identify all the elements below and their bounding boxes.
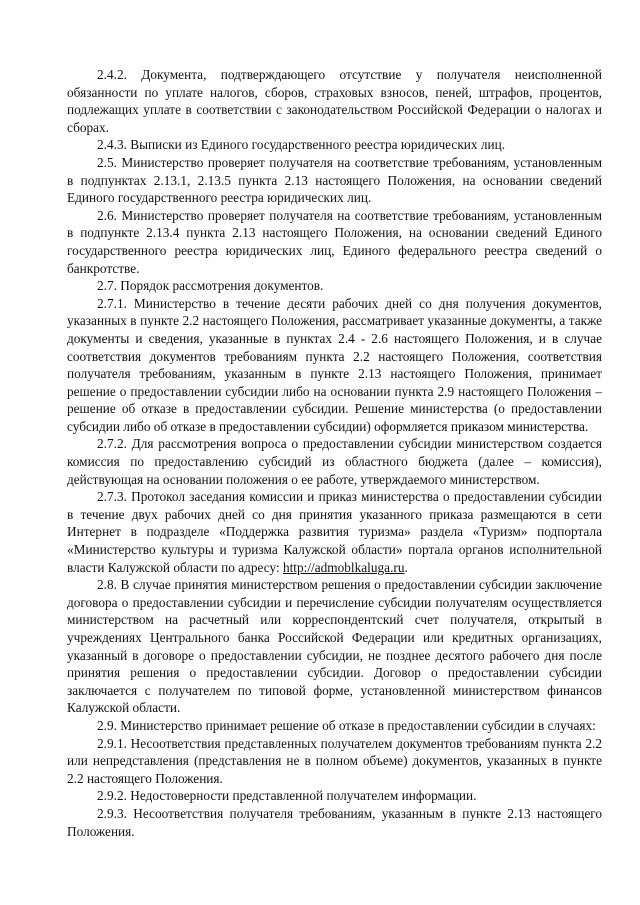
paragraph-2-9-3: 2.9.3. Несоответствия получателя требованиям, указанным в пункте 2.13 настоящего Положения. bbox=[67, 805, 602, 839]
paragraph-2-7-3 bbox=[67, 488, 602, 576]
paragraph-2-7-3-text: 2.7.3. Протокол заседания комиссии и приказ министерства о предоставлении субсидии в течение двух рабочих дней со дня принятия указанного приказа размещаются в сети Интернет в подразделе «Поддержка развития туризма» раздела «Туризм» подпортала «Министерство культуры и туризма Калужской области» портала органов исполнительной власти Калужской области по адресу: bbox=[67, 489, 602, 575]
paragraph-2-8: 2.8. В случае принятия министерством решения о предоставлении субсидии заключение договора о предоставлении субсидии и перечисление субсидии получателям осуществляется министерством на расчетный или корреспондентский счет получателя, открытый в учреждениях Центрального банка Российской Федерации или кредитных организациях, указанный в договоре о предоставлении субсидии, не позднее десятого рабочего дня после принятия решения о предоставлении субсидии. Договор о предоставлении субсидии заключается с получателем по типовой форме, установленной министерством финансов Калужской области. bbox=[67, 577, 602, 716]
paragraph-2-7-1: 2.7.1. Министерство в течение десяти рабочих дней со дня получения документов, указанных в пункте 2.2 настоящего Положения, рассматривает указанные документы, а также документы и сведения, указанные в пунктах 2.4 - 2.6 настоящего Положения, и в случае соответствия документов требованиям пункта 2.2 настоящего Положения, соответствия получателя требованиям, указанным в пункте 2.13 настоящего Положения, принимает решение о предоставлении субсидии либо на основании пункта 2.9 настоящего Положения – решение об отказе в предоставлении субсидии. Решение министерства (о предоставлении субсидии либо об отказе в предоставлении субсидии) оформляется приказом министерства. bbox=[67, 295, 602, 434]
paragraph-2-9-2: 2.9.2. Недостоверности представленной получателем информации. bbox=[97, 788, 477, 804]
paragraph-2-5: 2.5. Министерство проверяет получателя на соответствие требованиям, установленным в подпунктах 2.13.1, 2.13.5 пункта 2.13 настоящего Положения, на основании сведений Единого государственного реестра юридических лиц. bbox=[67, 154, 602, 206]
paragraph-2-6: 2.6. Министерство проверяет получателя на соответствие требованиям, установленным в подпункте 2.13.4 пункта 2.13 настоящего Положения, на основании сведений Единого государственного реестра юридических лиц, Единого федерального реестра сведений о банкротстве. bbox=[67, 207, 602, 276]
paragraph-2-4-2: 2.4.2. Документа, подтверждающего отсутствие у получателя неисполненной обязанности по уплате налогов, сборов, страховых взносов, пеней, штрафов, процентов, подлежащих уплате в соответствии с законодательством Российской Федерации о налогах и сборах. bbox=[67, 67, 602, 135]
paragraph-2-9: 2.9. Министерство принимает решение об отказе в предоставлении субсидии в случаях: bbox=[97, 717, 596, 733]
paragraph-2-7-2: 2.7.2. Для рассмотрения вопроса о предоставлении субсидии министерством создается комиссия по предоставлению субсидий из областного бюджета (далее – комиссия), действующая на основании положения о ее работе, утверждаемого министерством. bbox=[67, 436, 602, 487]
paragraph-2-9-1: 2.9.1. Несоответствия представленных получателем документов требованиям пункта 2.2 или непредставления (представления не в полном объеме) документов, указанных в пункте 2.2 настоящего Положения. bbox=[67, 735, 602, 786]
paragraph-2-4-3: 2.4.3. Выписки из Единого государственного реестра юридических лиц. bbox=[97, 137, 506, 153]
admoblkaluga-link[interactable]: http://admoblkaluga.ru bbox=[282, 559, 405, 575]
paragraph-2-7-3-tail: . bbox=[404, 559, 408, 575]
paragraph-2-7: 2.7. Порядок рассмотрения документов. bbox=[97, 278, 324, 294]
